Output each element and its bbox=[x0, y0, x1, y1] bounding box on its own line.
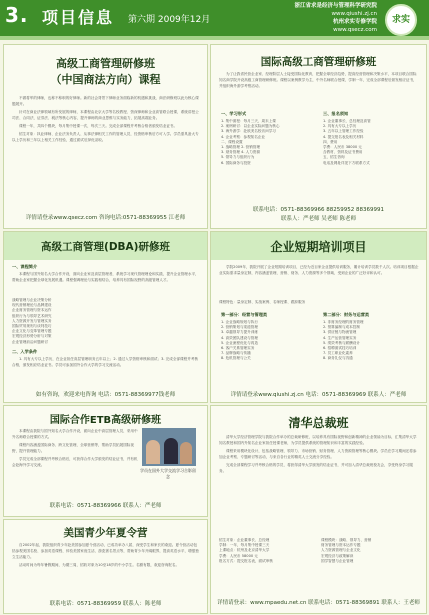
panel-contact-phone: 联系电话：0571-88369966 88259952 88369991 bbox=[253, 207, 384, 213]
list-item: 企业文化与变革管理专题 bbox=[12, 329, 52, 334]
org-name: 浙江省求是经济与管理科学研究院 bbox=[294, 3, 377, 9]
panel-international-mba bbox=[210, 44, 427, 229]
list-item: 人力资源管理与企业文化 bbox=[321, 548, 361, 553]
list-item: 现代营销理论与品牌建设 bbox=[12, 303, 52, 308]
panel-title-line2: （中国商法方向）课程 bbox=[50, 73, 161, 86]
panel-intro bbox=[12, 271, 200, 296]
list-item: 含教材、资料及证书费用 bbox=[323, 150, 363, 155]
list-item: 4. 生产运营管理实务 bbox=[323, 335, 357, 340]
list-item: 宏观经济形势分析与对策 bbox=[12, 334, 52, 339]
section-heading: 一、课程简介 bbox=[12, 264, 38, 269]
panel-title: 企业短期培训项目 bbox=[270, 240, 367, 254]
panel-body bbox=[219, 434, 419, 534]
group-photo bbox=[142, 428, 196, 466]
list-item: 2. 具有大专以上学历 bbox=[323, 124, 357, 129]
panel-title: 国际高级工商管理研修班 bbox=[260, 56, 377, 68]
list-item: 3. 供应链与物流管理 bbox=[323, 330, 357, 335]
col-b-list bbox=[323, 119, 419, 199]
logo-text: 求实 bbox=[391, 15, 410, 25]
list-item: 电话及网址详见下方联系方式 bbox=[323, 160, 370, 165]
section-heading: 二、入学条件 bbox=[12, 349, 38, 354]
list-item: 国际贸易规则与谈判技巧 bbox=[12, 324, 52, 329]
list-item: 1. 集中面授：每月三天，周末上课 bbox=[221, 119, 276, 123]
photo-caption: 学员在国外大学交流学习合影留念 bbox=[140, 468, 196, 479]
college-url[interactable]: www.qsecz.com bbox=[333, 27, 377, 33]
panel-contact-people: 联系人：严老师 吴老师 陈老师 bbox=[281, 216, 356, 222]
panel-short-training bbox=[210, 231, 427, 403]
list-item: 企业管理前沿问题研讨 bbox=[12, 339, 48, 344]
col-a-list bbox=[221, 119, 317, 199]
list-item: 3. 五年以上管理工作经验 bbox=[323, 129, 364, 134]
body-paragraph: 招生对象：执业律师、企业法务负责人、从事法律相关工作的管理人员，经资格审核后方可入学。学员需具备大专以上学历和三年以上相关工作经验，通过面试后择优录取。 bbox=[12, 131, 199, 142]
panel-contact[interactable]: 详情请登录www.qiushi.zj.cn 电话：0571-88369969 联系人：严老师 bbox=[230, 392, 407, 398]
list-item: 2. 案例研讨：以企业实际问题为核心 bbox=[221, 124, 280, 129]
course-list bbox=[12, 298, 200, 346]
list-item: 7. 品牌战略与传播 bbox=[221, 351, 251, 356]
list-item: 国学智慧与企业管理 bbox=[321, 558, 354, 563]
body-paragraph: 完成全部课程学习并考核合格的学员，将获得清华大学颁发的结业证书，并可加入清华总裁班校友会，享受终身学习服务。 bbox=[219, 462, 413, 474]
list-item: 宏观经济与政策解读 bbox=[321, 553, 354, 558]
list-item: 企业财务管理与资本运作 bbox=[12, 308, 52, 313]
list-item: 3. 海外游学：赴欧美名校访问学习 bbox=[221, 129, 276, 134]
list-item: 报名方式：提交报名表，面试审核 bbox=[219, 558, 273, 563]
panel-dba bbox=[3, 231, 208, 403]
list-item: 1. 企业战略规划与执行 bbox=[221, 320, 258, 324]
col-a-heading: 第一部分：经营与管理类 bbox=[221, 312, 268, 317]
panel-intro bbox=[219, 71, 419, 108]
list-item: 8. 危机管理与公关 bbox=[221, 356, 251, 361]
list-item: 7. 员工职业化素养 bbox=[323, 351, 353, 356]
list-item: 4. 提交报名表及相关材料 bbox=[323, 134, 364, 139]
panel-intro bbox=[219, 264, 419, 295]
panel-body bbox=[12, 95, 200, 207]
intro-paragraph: 本课程与国外知名大学合作开设，面向企业家及高层管理者，系统学习现代管理理论和实践，提升企业管理水平，帮助企业家把握全球化发展机遇。课程强调理论与实践相结合，培养具有国际视野的高级管理人才。 bbox=[12, 272, 199, 283]
panel-title: 高级工商管理(DBA)研修班 bbox=[41, 241, 170, 253]
list-item: 6. 客户关系管理实务 bbox=[221, 346, 255, 351]
body-paragraph: 课程采用模块化设计，包括战略管理、领导力、市场营销、财务管理、人力资源管理等核心模块。学员在学习期间还将参加企业考察、专题研讨等活动，与来自各行业的精英人士交流分享经验。 bbox=[219, 448, 417, 460]
conditions bbox=[12, 356, 200, 387]
body-paragraph: 自2002年起，我院组织青少年赴美国参加夏令营活动，已成功举办八届，深受学生和家长的欢迎。夏令营活动包括参观美国名校、参加英语课程、体验美国家庭生活、游览著名景点等，帮助青少年开阔眼界，提高英语水平，增强独立生活能力。 bbox=[12, 543, 199, 560]
intro-paragraph: 为了让我省民营企业家、经理阶层人士接受国际化教育，把握全球经济趋势，提高经营管理和决策水平，本项目联合国际知名商学院开设高级工商管理研修班。课程以案例教学为主，中外名师联合授课，学制一年，完成全部课程后颁发相应证书，并组织海外游学考察活动。 bbox=[219, 72, 417, 89]
list-item: 5. 企业流程优化与再造 bbox=[221, 340, 258, 345]
list-item: 二、课程设置 bbox=[221, 139, 243, 144]
list-item: 学制：一年，每月集中授课三天 bbox=[219, 543, 270, 548]
panel-body bbox=[12, 542, 200, 595]
header-accent-bar bbox=[0, 36, 429, 40]
body-paragraph: 活动时间为每年暑假期间，为期三周，招收对象为10至18岁的中小学生。名额有限，欢迎咨询报名。 bbox=[19, 563, 180, 568]
list-item: 3. 卓越领导力提升训练 bbox=[221, 330, 258, 335]
panel-title: 国际合作ETB高级研修班 bbox=[49, 415, 162, 426]
panel-contact[interactable]: 详情请登录www.qsecz.com 咨询电话:0571-88369955 江老师 bbox=[25, 215, 186, 221]
list-item: 2. 预算编制与成本控制 bbox=[323, 325, 360, 330]
issue-label: 第六期 2009年12月 bbox=[128, 15, 211, 25]
list-item: 战略管理与企业决策分析 bbox=[12, 298, 52, 302]
list-item: 5. 绩效考核与薪酬设计 bbox=[323, 340, 360, 345]
list-item: 8. 商务礼仪与沟通 bbox=[323, 356, 353, 361]
list-item: 1. 企业董事长、总经理及高管 bbox=[323, 119, 371, 123]
panel-title: 美国青少年夏令营 bbox=[63, 527, 148, 539]
body-paragraph: 针对在商业法律领域有所发展的律师，本课程由北京大学等名校教授、资深律师和企业高管联合授课，系统讲授公司法、合同法、证券法、税法等核心内容，提升律师的商业思维与实务能力，拓展高端业务。 bbox=[12, 109, 199, 121]
col-b-list bbox=[321, 538, 419, 568]
body-paragraph: 课程一年，共四个模块，每月集中授课一次，每次三天。完成全部课程并考核合格者颁发结业证书。 bbox=[19, 123, 178, 128]
list-item: 1. 非财务经理的财务管理 bbox=[323, 320, 364, 324]
tagline bbox=[219, 300, 419, 306]
panel-contact: 联系电话：0571-88369966 联系人：严老师 bbox=[49, 503, 162, 509]
panel-title: 清华总裁班 bbox=[288, 416, 349, 430]
body-paragraph: 学员完成全部课程并考核合格后，可获得合作大学颁发的结业证书，并有机会赴海外学习交流。 bbox=[12, 456, 138, 468]
list-item: 5. 领导力与组织行为 bbox=[221, 155, 255, 160]
body-paragraph: 清华大学经济管理学院与我院合作举办的总裁研修班，以培养具有国际视野和创新精神的企业领袖为目标，汇集清华大学知名教授和国内外知名企业家担任授课老师，为学员提供系统的管理知识和丰富的实践经验。 bbox=[219, 435, 417, 446]
body-paragraph: 不做将军的律师，也称不称职的好律师。新的社会背景下律师业务面临新的机遇和挑战，商法研修班以此为核心课题展开。 bbox=[12, 96, 199, 107]
tagline-text: 课程特色：量身定制、实战案例、名师授课、跟踪服务 bbox=[219, 300, 306, 304]
list-item: 3. 财务管理 4. 人力资源 bbox=[221, 150, 261, 155]
list-item: 五、招生咨询 bbox=[323, 155, 345, 160]
panel-etb bbox=[3, 405, 208, 517]
panel-tsinghua bbox=[210, 405, 427, 614]
list-item: 学费：人民币 58000 元 bbox=[219, 553, 258, 558]
org-url[interactable]: www.qiushi.zj.cn bbox=[331, 11, 377, 17]
org-logo bbox=[385, 4, 417, 36]
list-item: 四、费用 bbox=[323, 139, 338, 144]
list-item: 招生对象：企业董事长、总经理 bbox=[219, 538, 270, 542]
list-item: 1. 战略管理 2. 营销管理 bbox=[221, 145, 261, 150]
col-a-heading: 一、学习形式 bbox=[221, 111, 247, 116]
list-item: 上课地点：杭州及北京清华大学 bbox=[219, 548, 270, 553]
list-item: 组织行为与领导艺术研究 bbox=[12, 313, 52, 318]
panel-contact[interactable]: 详情请登录：www.mpaedu.net.cn 联系电话：0571-88369891 联系人：王老师 bbox=[217, 600, 420, 606]
list-item: 人力资源开发与管理实务 bbox=[12, 318, 52, 323]
panel-business-law bbox=[3, 44, 208, 229]
list-item: 2. 营销策划与渠道管理 bbox=[221, 325, 258, 330]
list-item: 4. 高效团队建设与管理 bbox=[221, 335, 258, 340]
section-title: 项目信息 bbox=[42, 8, 115, 27]
body-paragraph: 本课程由我院与国外知名大学合作开设，面向企业中高层管理人员，采用中外名师联合授课的方式。 bbox=[12, 429, 138, 440]
body-paragraph: 课程内容涵盖国际商务、跨文化管理、全球营销等，帮助学员拓展国际视野，提升管理能力。 bbox=[12, 442, 134, 454]
col-b-heading: 第二部分：财务与运营类 bbox=[323, 312, 370, 317]
col-a-list bbox=[219, 538, 317, 568]
col-b-list bbox=[323, 320, 419, 368]
intro-paragraph: 学院2009年，我院开展了企业短期培训项目，已经为近百家企业提供培训服务，累计培训学员数千人次。培训项目根据企业实际需求量身定制，内容涵盖管理、营销、财务、人力资源等多个领域，受到企业的广泛好评和认可。 bbox=[219, 265, 419, 276]
college-name: 杭州求实专修学院 bbox=[332, 19, 377, 25]
conditions-paragraph: 1. 具有大专以上学历，在企业担任高层管理职务五年以上；2. 通过入学资格审核和面试；3. 完成全部课程并考核合格，颁发相应结业证书。学员可参加国外合作大学的学习交流活动。 bbox=[12, 357, 199, 368]
list-item: 学费：人民币 38000 元 bbox=[323, 145, 362, 150]
list-item: 课程模块：战略、领导力、营销 bbox=[321, 538, 372, 542]
panel-title-line1: 高级工商管理研修班 bbox=[56, 57, 155, 70]
panel-summer-camp bbox=[3, 519, 208, 614]
section-number: 3. bbox=[5, 3, 29, 27]
panel-contact: 联系电话：0571-88369959 联系人：陈老师 bbox=[49, 601, 162, 607]
list-item: 6. 招聘面试技巧培训 bbox=[323, 346, 357, 351]
list-item: 财务管理与资本运作专题 bbox=[321, 543, 361, 548]
list-item: 4. 企业考察：参观知名企业 bbox=[221, 134, 266, 139]
list-item: 6. 国际商务与投资 bbox=[221, 160, 251, 165]
panel-contact: 如有咨询，欢迎来电咨询 电话：0571-88369977钱老师 bbox=[35, 392, 176, 398]
col-b-heading: 三、报名须知 bbox=[323, 111, 349, 116]
col-a-list bbox=[221, 320, 317, 368]
panel-body bbox=[12, 428, 138, 488]
